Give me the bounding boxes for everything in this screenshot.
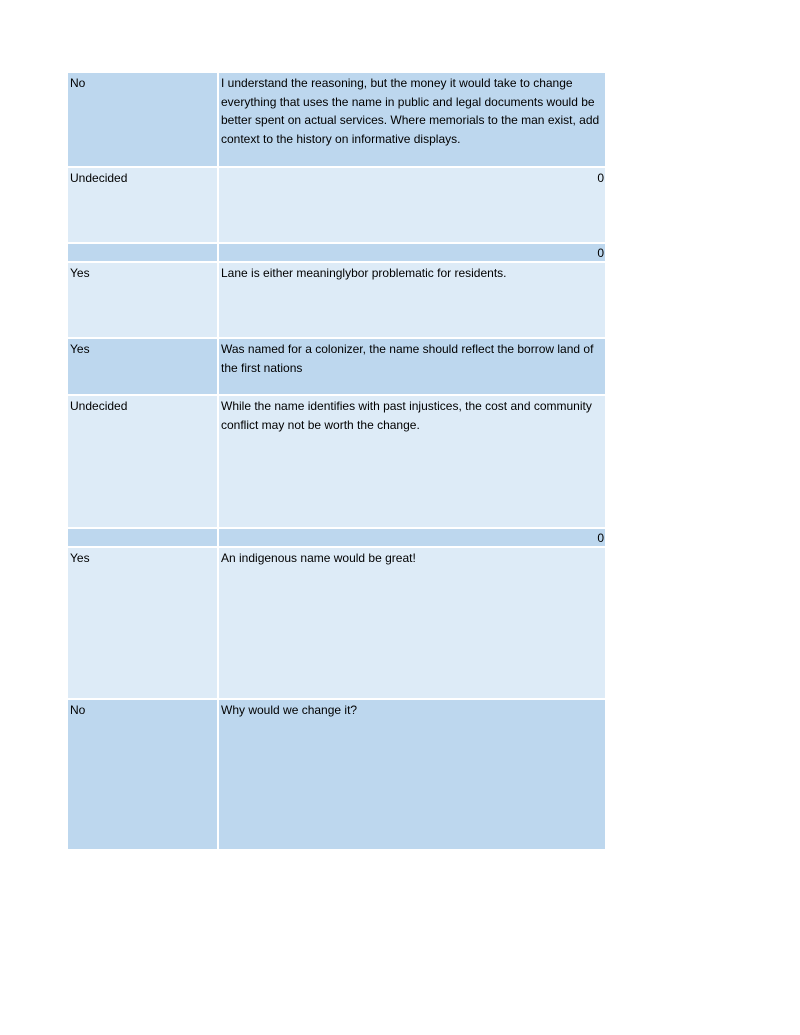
- comment-cell[interactable]: 0: [218, 243, 606, 262]
- vote-cell[interactable]: Yes: [67, 262, 218, 338]
- vote-cell[interactable]: Undecided: [67, 167, 218, 243]
- comment-cell[interactable]: While the name identifies with past injustices, the cost and community conflict may not be worth the change.: [218, 395, 606, 528]
- comment-cell[interactable]: Was named for a colonizer, the name should reflect the borrow land of the first nations: [218, 338, 606, 395]
- vote-cell[interactable]: Yes: [67, 547, 218, 699]
- comment-cell[interactable]: I understand the reasoning, but the money it would take to change everything that uses the name in public and legal documents would be better spent on actual services. Where memorials to the man exist, add context to the history on informative displays.: [218, 72, 606, 167]
- comment-cell[interactable]: 0: [218, 528, 606, 547]
- table-row: [67, 338, 606, 395]
- comment-cell[interactable]: Why would we change it?: [218, 699, 606, 850]
- vote-cell[interactable]: No: [67, 699, 218, 850]
- vote-cell[interactable]: No: [67, 72, 218, 167]
- vote-cell[interactable]: Undecided: [67, 395, 218, 528]
- table-row: [67, 547, 606, 699]
- vote-cell[interactable]: [67, 243, 218, 262]
- comment-cell[interactable]: An indigenous name would be great!: [218, 547, 606, 699]
- table-row: [67, 699, 606, 850]
- table-row: [67, 243, 606, 262]
- vote-cell[interactable]: [67, 528, 218, 547]
- table-row: [67, 528, 606, 547]
- table-row: [67, 72, 606, 167]
- table-row: [67, 167, 606, 243]
- comment-cell[interactable]: Lane is either meaninglybor problematic for residents.: [218, 262, 606, 338]
- vote-cell[interactable]: Yes: [67, 338, 218, 395]
- responses-table: [66, 71, 607, 851]
- table-row: [67, 395, 606, 528]
- comment-cell[interactable]: 0: [218, 167, 606, 243]
- table-row: [67, 262, 606, 338]
